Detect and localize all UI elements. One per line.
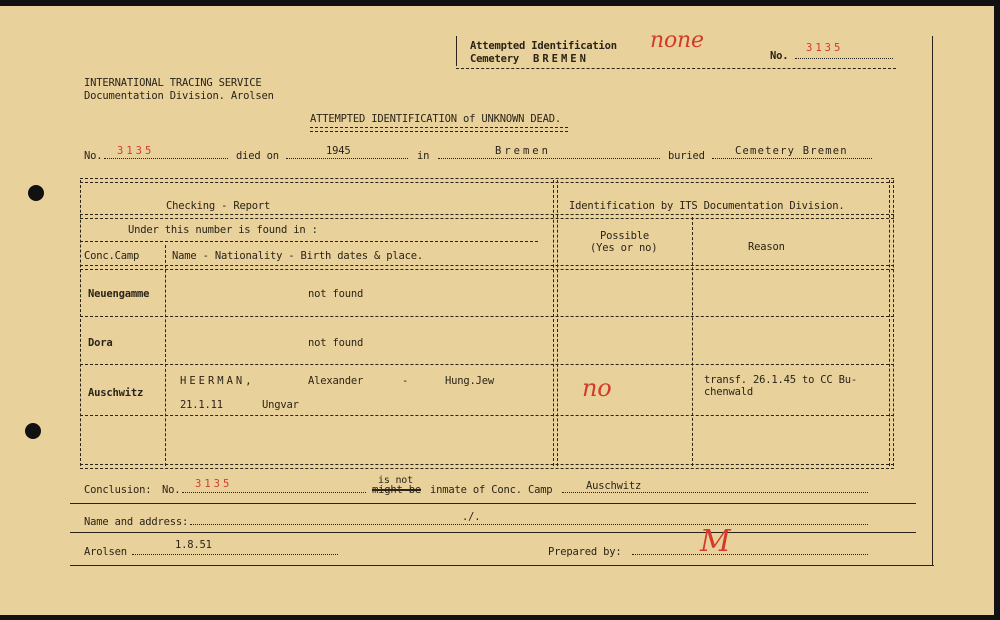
punch-hole-lower <box>25 423 41 439</box>
form-right-border <box>932 36 933 566</box>
col-reason-header: Reason <box>748 241 785 253</box>
table-top-rule <box>80 178 894 183</box>
scan-edge-bottom <box>0 615 1000 620</box>
header-rule-3 <box>80 265 894 270</box>
row-3-reason-line-1: transf. 26.1.45 to CC Bu- <box>704 374 858 386</box>
record-in-value: Bremen <box>495 145 551 157</box>
row-rule-2 <box>80 364 894 365</box>
issuer-line-2: Documentation Division. Arolsen <box>84 90 274 102</box>
row-3-birthplace: Ungvar <box>262 399 299 411</box>
row-3-dash: - <box>402 375 409 387</box>
footer-prepared-label: Prepared by: <box>548 546 622 558</box>
name-address-label: Name and address: <box>84 516 189 528</box>
row-rule-3 <box>80 415 894 416</box>
record-died-label: died on <box>236 150 279 162</box>
record-died-value: 1945 <box>326 145 351 157</box>
header-box-bottom-rule <box>456 68 896 69</box>
row-1-name: not found <box>308 288 364 300</box>
record-no-label: No. <box>84 150 103 162</box>
header-no-value: 3135 <box>806 42 844 54</box>
scan-edge-right <box>994 0 1000 620</box>
header-no-dots <box>795 58 893 59</box>
conclusion-struck: might be <box>372 484 421 496</box>
table-reason-rule <box>692 217 693 466</box>
conclusion-camp-dots <box>562 492 868 493</box>
record-buried-value: Cemetery Bremen <box>735 145 848 157</box>
record-buried-label: buried <box>668 150 705 162</box>
record-died-dots <box>286 158 408 159</box>
header-no-label: No. <box>770 50 789 62</box>
issuer-line-1: INTERNATIONAL TRACING SERVICE <box>84 77 262 89</box>
header-rule-1 <box>80 214 894 219</box>
header-attempted-identification: Attempted Identification <box>470 40 617 52</box>
table-right-rule <box>889 180 894 466</box>
checking-report-header: Checking - Report <box>166 200 271 212</box>
conclusion-no-value: 3135 <box>195 478 233 490</box>
header-box-left-rule <box>456 36 457 66</box>
form-bottom-border <box>70 565 934 566</box>
row-3-nationality: Hung.Jew <box>445 375 494 387</box>
record-no-value: 3135 <box>117 145 155 157</box>
record-in-label: in <box>417 150 430 162</box>
footer-prepared-dots <box>632 554 868 555</box>
row-2-camp: Dora <box>88 337 113 349</box>
header-rule-2 <box>80 241 538 242</box>
row-3-possible-handwritten: no <box>582 374 612 402</box>
row-rule-1 <box>80 316 894 317</box>
table-camp-rule <box>165 245 166 466</box>
row-3-reason-line-2: chenwald <box>704 386 753 398</box>
row-3-surname: HEERMAN, <box>180 375 255 387</box>
col-camp-header: Conc.Camp <box>84 250 140 262</box>
col-possible-header-2: (Yes or no) <box>590 242 658 254</box>
conclusion-rule <box>70 503 916 504</box>
table-middle-rule <box>553 180 558 466</box>
record-buried-dots <box>712 158 872 159</box>
scan-edge-top <box>0 0 1000 6</box>
row-3-camp: Auschwitz <box>88 387 144 399</box>
punch-hole-upper <box>28 185 44 201</box>
form-title-underline <box>310 127 568 132</box>
conclusion-text: inmate of Conc. Camp <box>430 484 553 496</box>
table-bottom-rule <box>80 464 894 469</box>
row-3-birthdate: 21.1.11 <box>180 399 223 411</box>
header-cemetery-value: BREMEN <box>533 53 589 65</box>
footer-date-dots <box>132 554 338 555</box>
conclusion-label: Conclusion: <box>84 484 152 496</box>
footer-prepared-mark: M <box>700 524 731 559</box>
col-possible-header-1: Possible <box>600 230 649 242</box>
conclusion-no-dots <box>182 492 366 493</box>
footer-place: Arolsen <box>84 546 127 558</box>
col-name-header: Name - Nationality - Birth dates & place. <box>172 250 423 262</box>
name-address-value: ./. <box>462 511 481 523</box>
table-left-rule <box>80 180 81 466</box>
conclusion-no-label: No. <box>162 484 181 496</box>
name-address-rule <box>70 532 916 533</box>
header-cemetery-label: Cemetery <box>470 53 519 65</box>
form-title: ATTEMPTED IDENTIFICATION of UNKNOWN DEAD. <box>310 113 561 125</box>
footer-date: 1.8.51 <box>175 539 212 551</box>
record-no-dots <box>104 158 228 159</box>
under-number-header: Under this number is found in : <box>128 224 318 236</box>
row-1-camp: Neuengamme <box>88 288 150 300</box>
row-3-firstname: Alexander <box>308 375 364 387</box>
name-address-dots <box>190 524 868 525</box>
record-in-dots <box>438 158 660 159</box>
identification-header: Identification by ITS Documentation Division. <box>569 200 845 212</box>
conclusion-insert: is not <box>378 475 413 486</box>
row-2-name: not found <box>308 337 364 349</box>
handwritten-note: none <box>650 28 704 53</box>
conclusion-camp: Auschwitz <box>586 480 642 492</box>
